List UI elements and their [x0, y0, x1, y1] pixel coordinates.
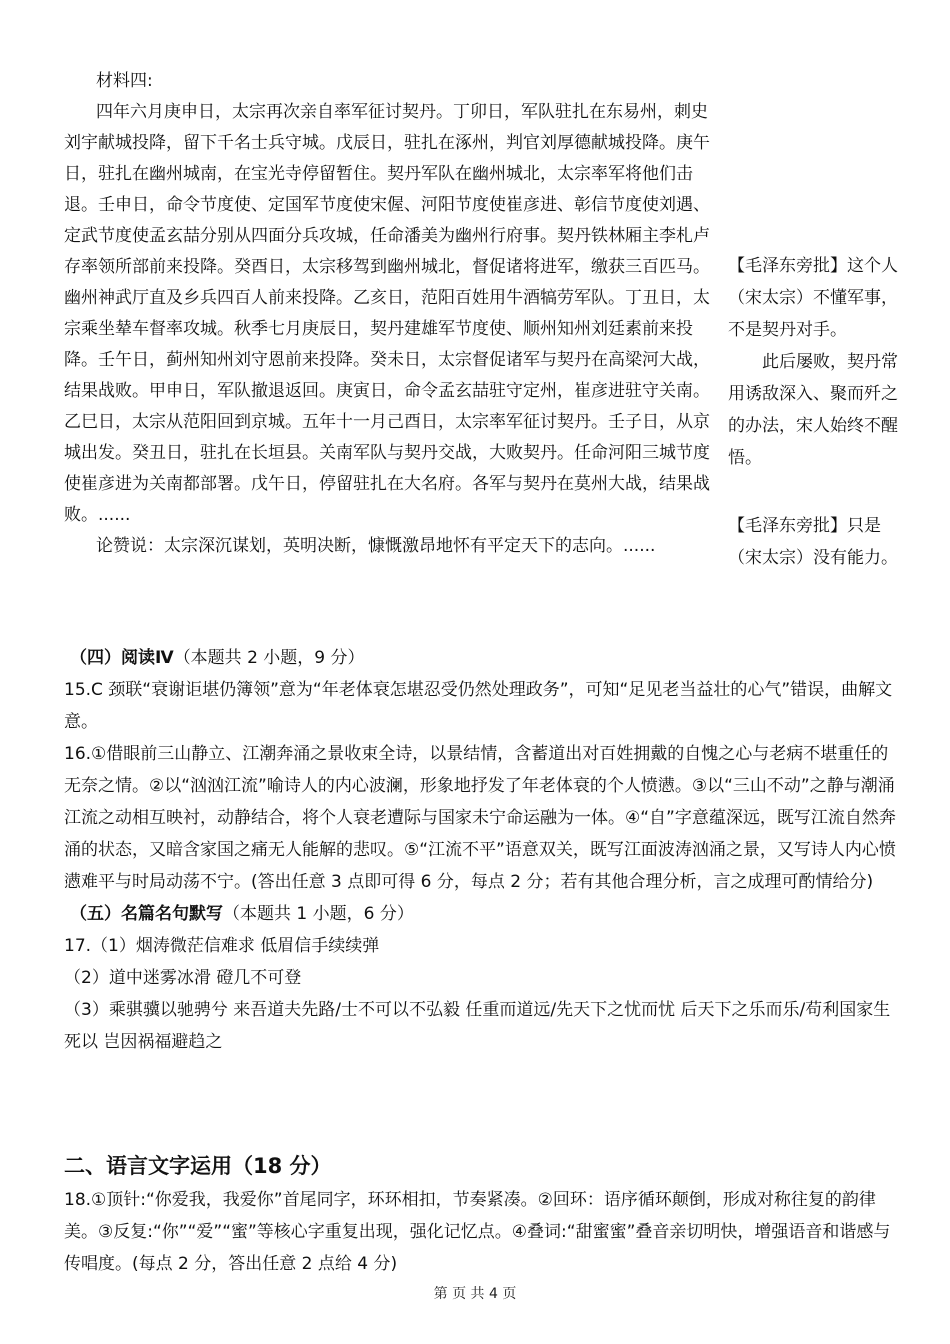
answer-17-3: （3）乘骐骥以驰骋兮 来吾道夫先路/士不可以不弘毅 任重而道远/先天下之忧而忧 后天下之乐而乐/苟利国家生死以 岂因祸福避趋之: [64, 1000, 891, 1052]
side-note-1-followup: 此后屡败，契丹常用诱敌深入、聚而歼之的办法，宋人始终不醒悟。: [728, 352, 898, 468]
answer-16: 16.①借眼前三山静立、江潮奔涌之景收束全诗，以景结情，含蓄道出对百姓拥戴的自愧之心与老病不堪重任的无奈之情。②以“汹汹江流”喻诗人的内心波澜，形象地抒发了年老体衰的个人愤懑。③以“三山不动”之静与潮涌江流之动相互映衬，动静结合，将个人衰老遭际与国家未宁命运融为一体。④“自”字意蕴深远，既写江流自然奔涌的状态，又暗含家国之痛无人能解的悲叹。⑤“江流不平”语意双关，既写江面波涛汹涌之景，又写诗人内心愤懑难平与时局动荡不宁。(答出任意 3 点即可得 6 分，每点 2 分；若有其他合理分析，言之成理可酌情给分): [64, 744, 896, 892]
side-note-1-text: 【毛泽东旁批】这个人（宋太宗）不懂军事，不是契丹对手。: [728, 256, 898, 340]
answer-15: 15.C 颈联“衰谢讵堪仍簿领”意为“年老体衰怎堪忍受仍然处理政务”，可知“足见老当益壮的心气”错误，曲解文意。: [64, 680, 893, 732]
material-heading: 材料四:: [96, 71, 153, 91]
answers-section: [64, 642, 898, 1058]
side-note-1: [728, 250, 904, 474]
section-5-title: （五）名篇名句默写: [70, 904, 223, 924]
material-body: 四年六月庚申日，太宗再次亲自率军征讨契丹。丁卯日，军队驻扎在东易州，刺史刘宇献城投降，留下千名士兵守城。戊辰日，驻扎在涿州，判官刘厚德献城投降。庚午日，驻扎在幽州城南，在宝光寺停留暂住。契丹军队在幽州城北，太宗率军将他们击退。壬申日，命令节度使、定国军节度使宋偓、河阳节度使崔彦进、彰信节度使刘遇、定武节度使孟玄喆分别从四面分兵攻城，任命潘美为幽州行府事。契丹铁林厢主李札卢存率领所部前来投降。癸酉日，太宗移驾到幽州城北，督促诸将进军，缴获三百匹马。幽州神武厅直及乡兵四百人前来投降。乙亥日，范阳百姓用牛酒犒劳军队。丁丑日，太宗乘坐辇车督率攻城。秋季七月庚辰日，契丹建雄军节度使、顺州知州刘廷素前来投降。壬午日，蓟州知州刘守恩前来投降。癸未日，太宗督促诸军与契丹在高梁河大战，结果战败。甲申日，军队撤退返回。庚寅日，命令孟玄喆驻守定州，崔彦进驻守关南。乙巳日，太宗从范阳回到京城。五年十一月己酉日，太宗率军征讨契丹。壬子日，从京城出发。癸丑日，驻扎在长垣县。关南军队与契丹交战，大败契丹。任命河阳三城节度使崔彦进为关南都部署。戊午日，停留驻扎在大名府。各军与契丹在莫州大战，结果战败。......: [64, 102, 710, 525]
material-praise: 论赞说：太宗深沉谋划，英明决断，慷慨激昂地怀有平定天下的志向。......: [96, 536, 656, 556]
side-note-2-text: 【毛泽东旁批】只是（宋太宗）没有能力。: [728, 516, 898, 568]
answer-17-2: （2）道中迷雾冰滑 磴几不可登: [64, 968, 302, 988]
answer-17-1: 17.（1）烟涛微茫信难求 低眉信手续续弹: [64, 936, 380, 956]
part-two-title: 二、语言文字运用（18 分）: [64, 1154, 332, 1178]
side-note-2: [728, 510, 904, 574]
section-5-heading: [64, 898, 898, 930]
section-4-meta: （本题共 2 小题，9 分）: [173, 648, 365, 668]
page-footer: 第 页 共 4 页: [433, 1286, 517, 1302]
section-4-title: （四）阅读Ⅳ: [70, 648, 174, 668]
section-5-meta: （本题共 1 小题，6 分）: [223, 904, 414, 924]
section-4-heading: [64, 642, 898, 674]
material-four: [64, 66, 720, 562]
part-two: [64, 1150, 898, 1280]
answer-18: 18.①顶针:“你爱我，我爱你”首尾同字，环环相扣，节奏紧凑。②回环：语序循环颠倒，形成对称往复的韵律美。③反复:“你”“爱”“蜜”等核心字重复出现，强化记忆点。④叠词:“甜蜜蜜”叠音亲切明快，增强语音和谐感与传唱度。(每点 2 分，答出任意 2 点给 4 分): [64, 1190, 891, 1274]
